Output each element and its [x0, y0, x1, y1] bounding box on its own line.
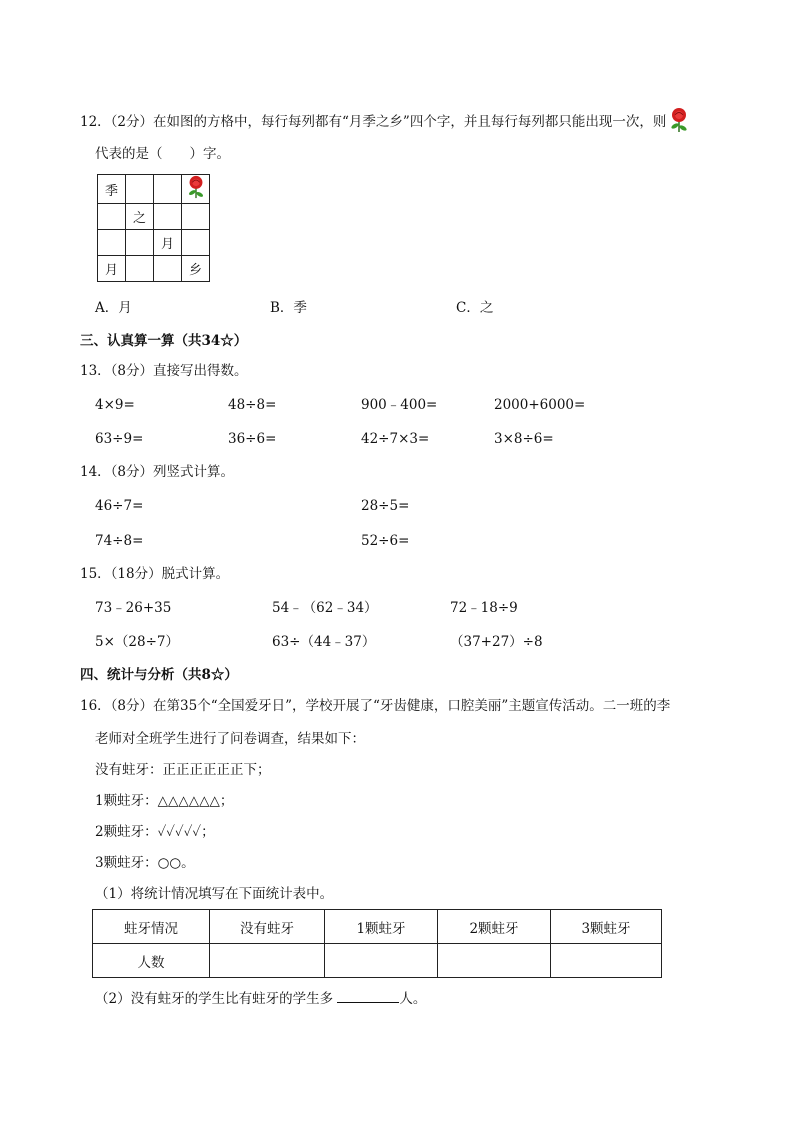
q16-sub1: （1）将统计情况填写在下面统计表中。 — [95, 886, 334, 902]
q16-sub2-suffix: 人。 — [399, 991, 427, 1007]
rose-icon — [185, 175, 207, 199]
q15-item: （37+27）÷8 — [450, 634, 543, 650]
grid-cell — [154, 175, 182, 204]
table-answer-cell[interactable] — [210, 944, 325, 978]
q12-option-a[interactable]: A．月 — [95, 300, 132, 316]
table-header-cell: 2颗蛀牙 — [438, 910, 551, 944]
rose-icon — [669, 107, 689, 138]
table-header-cell: 3颗蛀牙 — [551, 910, 662, 944]
grid-cell-rose — [182, 175, 210, 204]
q15-item: 63÷（44﹣37） — [272, 634, 376, 650]
q16-line2: 老师对全班学生进行了问卷调查，结果如下： — [95, 731, 365, 747]
q13-title: 13．（8分）直接写出得数。 — [80, 363, 248, 379]
q12-grid — [97, 174, 210, 282]
grid-cell — [126, 230, 154, 256]
q13-item: 36÷6= — [228, 431, 277, 447]
q16-line1: 16．（8分）在第35个“全国爱牙日”，学校开展了“牙齿健康，口腔美丽”主题宣传活动。二一班的李 — [80, 698, 671, 714]
q16-data-one: 1颗蛀牙：△△△△△△； — [95, 793, 234, 809]
q14-item: 74÷8= — [95, 533, 144, 549]
grid-cell — [182, 230, 210, 256]
table-answer-cell[interactable] — [551, 944, 662, 978]
answer-blank[interactable] — [337, 988, 399, 1003]
grid-cell: 之 — [126, 204, 154, 230]
grid-cell — [98, 204, 126, 230]
q12-line2: 代表的是（ ）字。 — [95, 146, 230, 162]
table-answer-cell[interactable] — [325, 944, 438, 978]
q13-item: 42÷7×3= — [361, 431, 430, 447]
grid-cell: 月 — [154, 230, 182, 256]
table-header-cell: 没有蛀牙 — [210, 910, 325, 944]
table-answer-cell[interactable] — [438, 944, 551, 978]
q16-sub2 — [95, 988, 426, 1008]
grid-cell — [98, 230, 126, 256]
q15-item: 54﹣（62﹣34） — [272, 600, 378, 616]
grid-cell: 月 — [98, 256, 126, 282]
q15-item: 5×（28÷7） — [95, 634, 179, 650]
grid-cell — [182, 204, 210, 230]
q14-item: 28÷5= — [361, 498, 410, 514]
table-header-cell: 蛀牙情况 — [93, 910, 210, 944]
q14-item: 46÷7= — [95, 498, 144, 514]
q13-item: 900﹣400= — [361, 397, 438, 413]
q16-sub2-text: （2）没有蛀牙的学生比有蛀牙的学生多 — [95, 991, 334, 1007]
section-3-heading: 三、认真算一算（共34☆） — [80, 333, 248, 349]
q13-item: 4×9= — [95, 397, 135, 413]
q13-item: 63÷9= — [95, 431, 144, 447]
table-header-cell: 1颗蛀牙 — [325, 910, 438, 944]
grid-cell — [126, 175, 154, 204]
q16-data-three: 3颗蛀牙：○○。 — [95, 855, 195, 871]
q13-item: 2000+6000= — [494, 397, 586, 413]
section-4-heading: 四、统计与分析（共8☆） — [80, 667, 238, 683]
q14-item: 52÷6= — [361, 533, 410, 549]
q16-data-two: 2颗蛀牙：✓✓✓✓✓； — [95, 824, 215, 840]
q13-item: 48÷8= — [228, 397, 277, 413]
q12-option-c[interactable]: C．之 — [456, 300, 494, 316]
q12-line1 — [80, 107, 689, 138]
q15-title: 15．（18分）脱式计算。 — [80, 566, 230, 582]
q16-stat-table — [92, 909, 662, 978]
q16-data-none: 没有蛀牙：正正正正正正下； — [95, 762, 271, 778]
q14-title: 14．（8分）列竖式计算。 — [80, 464, 235, 480]
q12-text: 12．（2分）在如图的方格中，每行每列都有“月季之乡”四个字，并且每行每列都只能出现一次，则 — [80, 114, 667, 130]
q12-option-b[interactable]: B．季 — [270, 300, 307, 316]
q13-item: 3×8÷6= — [494, 431, 554, 447]
grid-cell — [154, 256, 182, 282]
table-row-label: 人数 — [93, 944, 210, 978]
grid-cell: 乡 — [182, 256, 210, 282]
q15-item: 72﹣18÷9 — [450, 600, 518, 616]
grid-cell — [126, 256, 154, 282]
grid-cell: 季 — [98, 175, 126, 204]
q15-item: 73﹣26+35 — [95, 600, 172, 616]
grid-cell — [154, 204, 182, 230]
